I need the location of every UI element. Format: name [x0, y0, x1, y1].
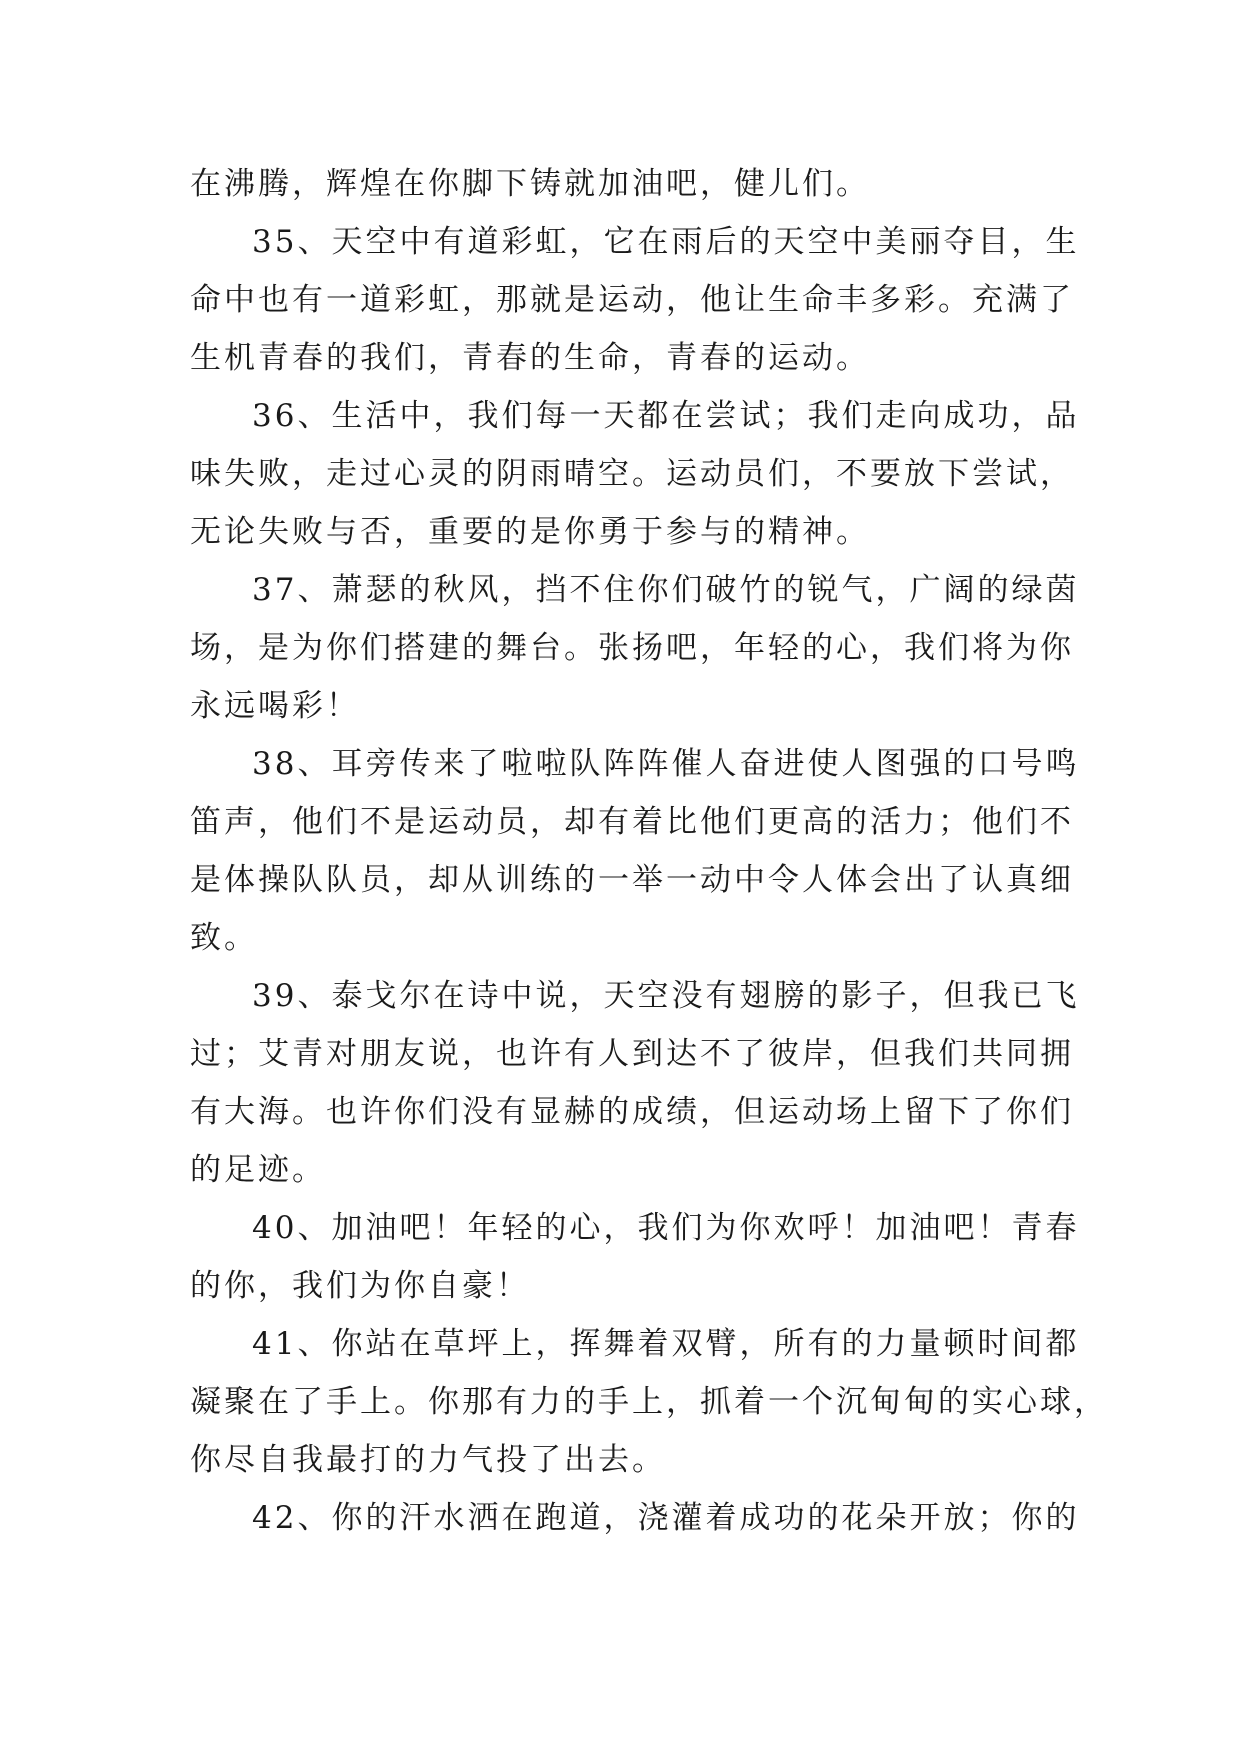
text-line: 在沸腾，辉煌在你脚下铸就加油吧，健儿们。 — [190, 166, 870, 202]
text-line: 笛声，他们不是运动员，却有着比他们更高的活力；他们不 — [190, 804, 1074, 840]
paragraph-37 — [190, 561, 1080, 735]
paragraph-35 — [190, 213, 1080, 387]
text-line: 命中也有一道彩虹，那就是运动，他让生命丰多彩。充满了 — [190, 282, 1074, 318]
text-line: 39、泰戈尔在诗中说，天空没有翅膀的影子，但我已飞 — [252, 978, 1080, 1014]
text-line: 的足迹。 — [190, 1152, 326, 1188]
text-line: 的你，我们为你自豪！ — [190, 1268, 530, 1304]
text-line: 致。 — [190, 920, 258, 956]
text-line: 42、你的汗水洒在跑道，浇灌着成功的花朵开放；你的 — [252, 1500, 1080, 1536]
text-line: 生机青春的我们，青春的生命，青春的运动。 — [190, 340, 870, 376]
text-line: 你尽自我最打的力气投了出去。 — [190, 1442, 666, 1478]
text-line: 无论失败与否，重要的是你勇于参与的精神。 — [190, 514, 870, 550]
body-text — [190, 155, 1108, 1547]
text-line: 味失败，走过心灵的阴雨晴空。运动员们，不要放下尝试， — [190, 456, 1074, 492]
text-line: 永远喝彩！ — [190, 688, 360, 724]
paragraph-39 — [190, 967, 1080, 1199]
text-line: 41、你站在草坪上，挥舞着双臂，所有的力量顿时间都 — [252, 1326, 1080, 1362]
paragraph-40 — [190, 1199, 1080, 1315]
paragraph-38 — [190, 735, 1080, 967]
text-line: 35、天空中有道彩虹，它在雨后的天空中美丽夺目，生 — [252, 224, 1080, 260]
paragraph-41 — [190, 1315, 1108, 1489]
text-line: 是体操队队员，却从训练的一举一动中令人体会出了认真细 — [190, 862, 1074, 898]
text-line: 过；艾青对朋友说，也许有人到达不了彼岸，但我们共同拥 — [190, 1036, 1074, 1072]
text-line: 37、萧瑟的秋风，挡不住你们破竹的锐气，广阔的绿茵 — [252, 572, 1080, 608]
text-line: 凝聚在了手上。你那有力的手上，抓着一个沉甸甸的实心球， — [190, 1384, 1108, 1420]
paragraph-42 — [190, 1489, 1080, 1547]
text-line: 场，是为你们搭建的舞台。张扬吧，年轻的心，我们将为你 — [190, 630, 1074, 666]
text-line: 36、生活中，我们每一天都在尝试；我们走向成功，品 — [252, 398, 1080, 434]
text-line: 38、耳旁传来了啦啦队阵阵催人奋进使人图强的口号鸣 — [252, 746, 1080, 782]
text-line: 有大海。也许你们没有显赫的成绩，但运动场上留下了你们 — [190, 1094, 1074, 1130]
paragraph-36 — [190, 387, 1080, 561]
text-line: 40、加油吧！年轻的心，我们为你欢呼！加油吧！青春 — [252, 1210, 1080, 1246]
paragraph-continued — [190, 155, 1056, 213]
